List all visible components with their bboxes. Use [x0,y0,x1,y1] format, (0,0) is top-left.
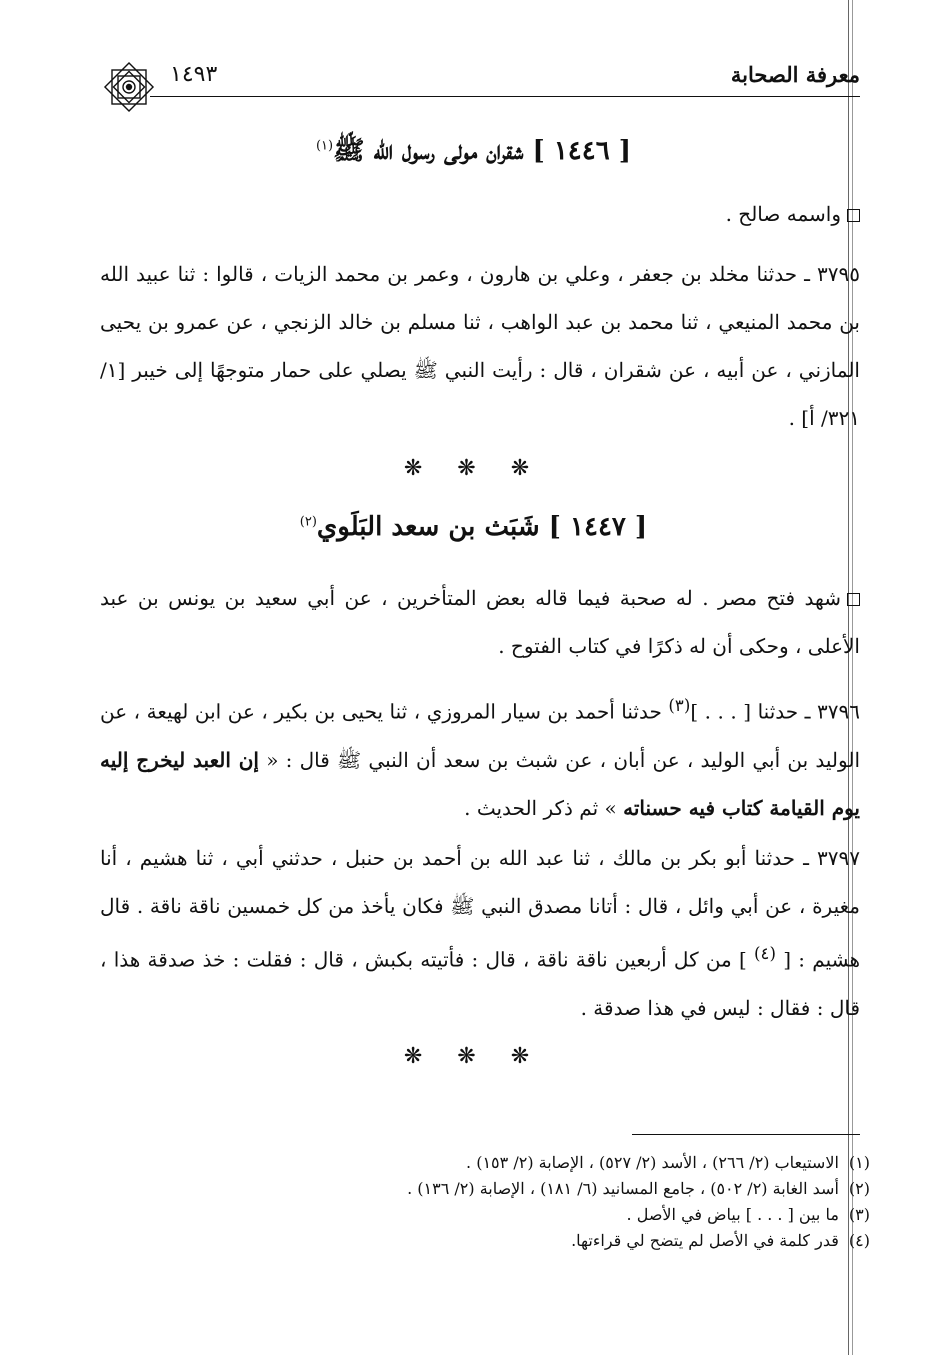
footnote-number: (١) [848,1153,870,1172]
footnote-item [150,1228,870,1254]
header-title: معرفة الصحابة [730,62,860,87]
hadith-quote: إن العبد ليخرج إليه يوم القيامة كتاب فيه حسناته [100,747,860,820]
ornament-icon [100,58,158,116]
running-header [60,52,860,112]
hadith-text: ٣٧٩٦ ـ حدثنا [ . . . ] [690,699,860,724]
square-marker-icon [847,593,860,606]
intro-text: شهد فتح مصر . له صحبة فيما قاله بعض المتأخرين ، عن أبي سعيد بن يونس بن عبد الأعلى ، وحكى أن له ذكرًا في كتاب الفتوح . [100,586,860,658]
footnotes [150,1150,870,1254]
footnote-rule [632,1134,860,1135]
header-rule [150,96,860,97]
hadith-3795: ٣٧٩٥ ـ حدثنا مخلد بن جعفر ، وعلي بن هارون ، وعمر بن محمد الزيات ، قالوا : ثنا عبيد الله بن محمد المنيعي ، ثنا محمد بن عبد الواهب ، ثنا مسلم بن خالد الزنجي ، عن عمرو بن يحيى المازني ، عن أبيه ، عن شقران ، قال : رأيت النبي ﷺ يصلي على حمار متوجهًا إلى خيبر [١/ ٣٢١/ أ] . [100,262,860,430]
footnote-ref: (٢) [299,514,317,530]
footnote-number: (٤) [848,1231,870,1250]
intro-text: واسمه صالح . [725,202,841,226]
hadith-text: حدثنا أحمد بن سيار المروزي ، ثنا يحيى بن بكير ، عن ابن لهيعة ، عن الوليد بن أبي الوليد ، عن أبان ، عن شبث بن سعد أن النبي ﷺ قال : « [100,699,861,772]
footnote-text: ما بين [ . . . ] بياض في الأصل . [626,1205,839,1224]
hadith-text: ] من كل أربعين ناقة ناقة ، قال : فأتيته بكبش ، قال : فقلت : خذ صدقة هذا ، قال : فقال : ليس في هذا صدقة . [100,947,860,1020]
footnote-item [150,1150,870,1176]
square-marker-icon [847,209,860,222]
hadith-text: » ثم ذكر الحديث . [464,795,624,820]
footnote-item [150,1202,870,1228]
intro-paragraph-1447 [100,574,860,670]
footnote-ref: (٤) [754,944,776,963]
heading-text: [ ١٤٤٧ ] شَبَث بن سعد البَلَوي [316,512,648,542]
footnote-ref: (١) [315,138,334,154]
footnote-ref: (٣) [668,696,691,715]
hadith-text: ٣٧٩٧ ـ حدثنا أبو بكر بن مالك ، ثنا عبد الله بن أحمد بن حنبل ، حدثني أبي ، ثنا هشيم ، أنا مغيرة ، عن أبي وائل ، قال : أتانا مصدق النبي ﷺ فكان يأخذ من كل خمسين ناقة ناقة . قال هشيم : [ [100,846,860,972]
hadith-3796 [100,682,860,832]
footnote-text: قدر كلمة في الأصل لم يتضح لي قراءتها. [571,1231,839,1250]
page-number: ١٤٩٣ [170,62,218,87]
footnote-text: أسد الغابة (٢/ ٥٠٢) ، جامع المسانيد (٦/ ١٨١) ، الإصابة (٢/ ١٣٦) . [407,1179,839,1198]
intro-paragraph-1446 [100,190,860,238]
footnote-number: (٢) [848,1179,870,1198]
footnote-number: (٣) [848,1205,870,1224]
entry-heading-1447 [80,512,867,542]
section-separator: ❋ ❋ ❋ [403,456,544,481]
section-separator: ❋ ❋ ❋ [403,1044,544,1069]
entry-heading-1446 [80,134,867,172]
heading-text: [ ١٤٤٦ ] شقران مولى رسول الله ﷺ [333,136,632,166]
hadith-3797 [100,834,860,1032]
footnote-item [150,1176,870,1202]
footnote-text: الاستيعاب (٢/ ٢٦٦) ، الأسد (٢/ ٥٢٧) ، الإصابة (٢/ ١٥٣) . [466,1153,839,1172]
